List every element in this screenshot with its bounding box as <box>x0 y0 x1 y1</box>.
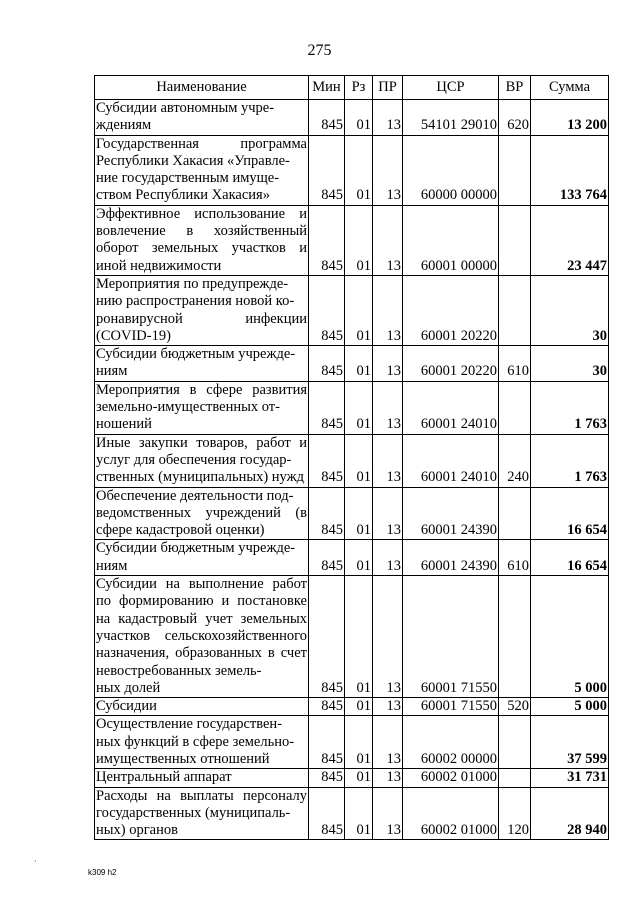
cell-min: 845 <box>309 576 345 698</box>
cell-rz: 01 <box>345 434 373 487</box>
cell-sum: 5 000 <box>531 576 609 698</box>
cell-rz: 01 <box>345 540 373 576</box>
cell-pr: 13 <box>373 205 403 275</box>
cell-name: Субсидии бюджетным учрежде- ниям <box>95 346 309 382</box>
cell-sum: 16 654 <box>531 487 609 540</box>
cell-pr: 13 <box>373 135 403 205</box>
cell-vr <box>499 576 531 698</box>
cell-name: Субсидии <box>95 698 309 716</box>
cell-min: 845 <box>309 769 345 787</box>
cell-rz: 01 <box>345 135 373 205</box>
table-row <box>95 381 609 434</box>
cell-min: 845 <box>309 346 345 382</box>
cell-min: 845 <box>309 205 345 275</box>
cell-pr: 13 <box>373 434 403 487</box>
cell-sum: 23 447 <box>531 205 609 275</box>
cell-name: Субсидии бюджетным учрежде- ниям <box>95 540 309 576</box>
table-row <box>95 434 609 487</box>
cell-min: 845 <box>309 540 345 576</box>
cell-pr: 13 <box>373 769 403 787</box>
footer-code: k309 h2 <box>88 868 117 877</box>
cell-rz: 01 <box>345 769 373 787</box>
cell-rz: 01 <box>345 205 373 275</box>
cell-vr: 240 <box>499 434 531 487</box>
cell-min: 845 <box>309 135 345 205</box>
cell-name: Субсидии автономным учре- ждениям <box>95 100 309 136</box>
cell-pr: 13 <box>373 381 403 434</box>
cell-sum: 1 763 <box>531 381 609 434</box>
header-pr: ПР <box>373 76 403 100</box>
table-row <box>95 275 609 345</box>
cell-name: Обеспечение деятельности под- ведомственных учреждений (в сфере кадастровой оценки) <box>96 487 307 539</box>
cell-name: Субсидии на выполнение работ по формированию и постановке на кадастровый учет земельных участков сельскохозяйственного назначения, образованных в счет невостребованных земель- ных долей <box>96 576 307 696</box>
cell-csr: 60002 01000 <box>403 787 499 840</box>
cell-csr: 54101 29010 <box>403 100 499 136</box>
cell-rz: 01 <box>345 275 373 345</box>
cell-name: Эффективное использование и вовлечение в хозяйственный оборот земельных участков и иной недвижимости <box>96 205 307 274</box>
table-row <box>95 698 609 716</box>
header-name: Наименование <box>95 76 309 100</box>
cell-min: 845 <box>309 100 345 136</box>
cell-sum: 30 <box>531 275 609 345</box>
cell-min: 845 <box>309 698 345 716</box>
cell-csr: 60001 24010 <box>403 434 499 487</box>
cell-min: 845 <box>309 716 345 769</box>
header-csr: ЦСР <box>403 76 499 100</box>
cell-sum: 5 000 <box>531 698 609 716</box>
cell-name: Мероприятия в сфере развития земельно-имущественных от- ношений <box>96 381 307 433</box>
table-row <box>95 787 609 840</box>
cell-pr: 13 <box>373 100 403 136</box>
cell-rz: 01 <box>345 787 373 840</box>
cell-vr <box>499 769 531 787</box>
cell-min: 845 <box>309 787 345 840</box>
cell-sum: 37 599 <box>531 716 609 769</box>
table-row <box>95 769 609 787</box>
header-rz: Рз <box>345 76 373 100</box>
cell-name: Иные закупки товаров, работ и услуг для обеспечения государ- ственных (муниципальных) нужд <box>96 434 307 486</box>
cell-rz: 01 <box>345 100 373 136</box>
cell-sum: 133 764 <box>531 135 609 205</box>
cell-csr: 60001 24390 <box>403 487 499 540</box>
cell-min: 845 <box>309 487 345 540</box>
cell-csr: 60001 24010 <box>403 381 499 434</box>
cell-rz: 01 <box>345 346 373 382</box>
cell-vr: 520 <box>499 698 531 716</box>
table-row <box>95 540 609 576</box>
cell-sum: 1 763 <box>531 434 609 487</box>
cell-vr <box>499 275 531 345</box>
cell-csr: 60001 71550 <box>403 576 499 698</box>
cell-name: Расходы на выплаты персоналу государственных (муниципаль- ных) органов <box>96 787 307 839</box>
header-vr: ВР <box>499 76 531 100</box>
cell-name: Центральный аппарат <box>95 769 309 787</box>
table-row <box>95 716 609 769</box>
cell-rz: 01 <box>345 716 373 769</box>
cell-vr: 620 <box>499 100 531 136</box>
cell-vr <box>499 205 531 275</box>
cell-sum: 30 <box>531 346 609 382</box>
cell-sum: 16 654 <box>531 540 609 576</box>
cell-csr: 60001 00000 <box>403 205 499 275</box>
cell-sum: 13 200 <box>531 100 609 136</box>
cell-csr: 60002 00000 <box>403 716 499 769</box>
table-header-row <box>95 76 609 100</box>
cell-pr: 13 <box>373 716 403 769</box>
cell-vr: 610 <box>499 346 531 382</box>
cell-name: Мероприятия по предупрежде- нию распространения новой ко- ронавирусной инфекции (COVID-19) <box>96 275 307 344</box>
cell-vr <box>499 487 531 540</box>
budget-table <box>94 75 609 840</box>
cell-rz: 01 <box>345 576 373 698</box>
cell-name: Осуществление государствен- ных функций в сфере земельно- имущественных отношений <box>95 716 309 769</box>
cell-csr: 60001 24390 <box>403 540 499 576</box>
cell-csr: 60001 20220 <box>403 346 499 382</box>
cell-rz: 01 <box>345 698 373 716</box>
cell-min: 845 <box>309 275 345 345</box>
page-number: 275 <box>307 42 332 59</box>
table-row <box>95 135 609 205</box>
cell-csr: 60002 01000 <box>403 769 499 787</box>
header-min: Мин <box>309 76 345 100</box>
cell-vr <box>499 716 531 769</box>
cell-pr: 13 <box>373 487 403 540</box>
table-row <box>95 576 609 698</box>
table-row <box>95 346 609 382</box>
cell-name: Государственная программа Республики Хакасия «Управле- ние государственным имуще- ством Республики Хакасия» <box>96 135 307 204</box>
cell-sum: 31 731 <box>531 769 609 787</box>
cell-csr: 60000 00000 <box>403 135 499 205</box>
cell-pr: 13 <box>373 346 403 382</box>
cell-pr: 13 <box>373 698 403 716</box>
cell-pr: 13 <box>373 275 403 345</box>
margin-mark: · <box>34 857 37 866</box>
cell-rz: 01 <box>345 381 373 434</box>
table-row <box>95 205 609 275</box>
cell-pr: 13 <box>373 787 403 840</box>
cell-vr <box>499 135 531 205</box>
table-row <box>95 100 609 136</box>
table-row <box>95 487 609 540</box>
cell-csr: 60001 20220 <box>403 275 499 345</box>
cell-min: 845 <box>309 381 345 434</box>
cell-pr: 13 <box>373 540 403 576</box>
cell-vr: 120 <box>499 787 531 840</box>
cell-pr: 13 <box>373 576 403 698</box>
cell-vr <box>499 381 531 434</box>
cell-min: 845 <box>309 434 345 487</box>
header-sum: Сумма <box>531 76 609 100</box>
cell-vr: 610 <box>499 540 531 576</box>
cell-sum: 28 940 <box>531 787 609 840</box>
cell-rz: 01 <box>345 487 373 540</box>
cell-csr: 60001 71550 <box>403 698 499 716</box>
